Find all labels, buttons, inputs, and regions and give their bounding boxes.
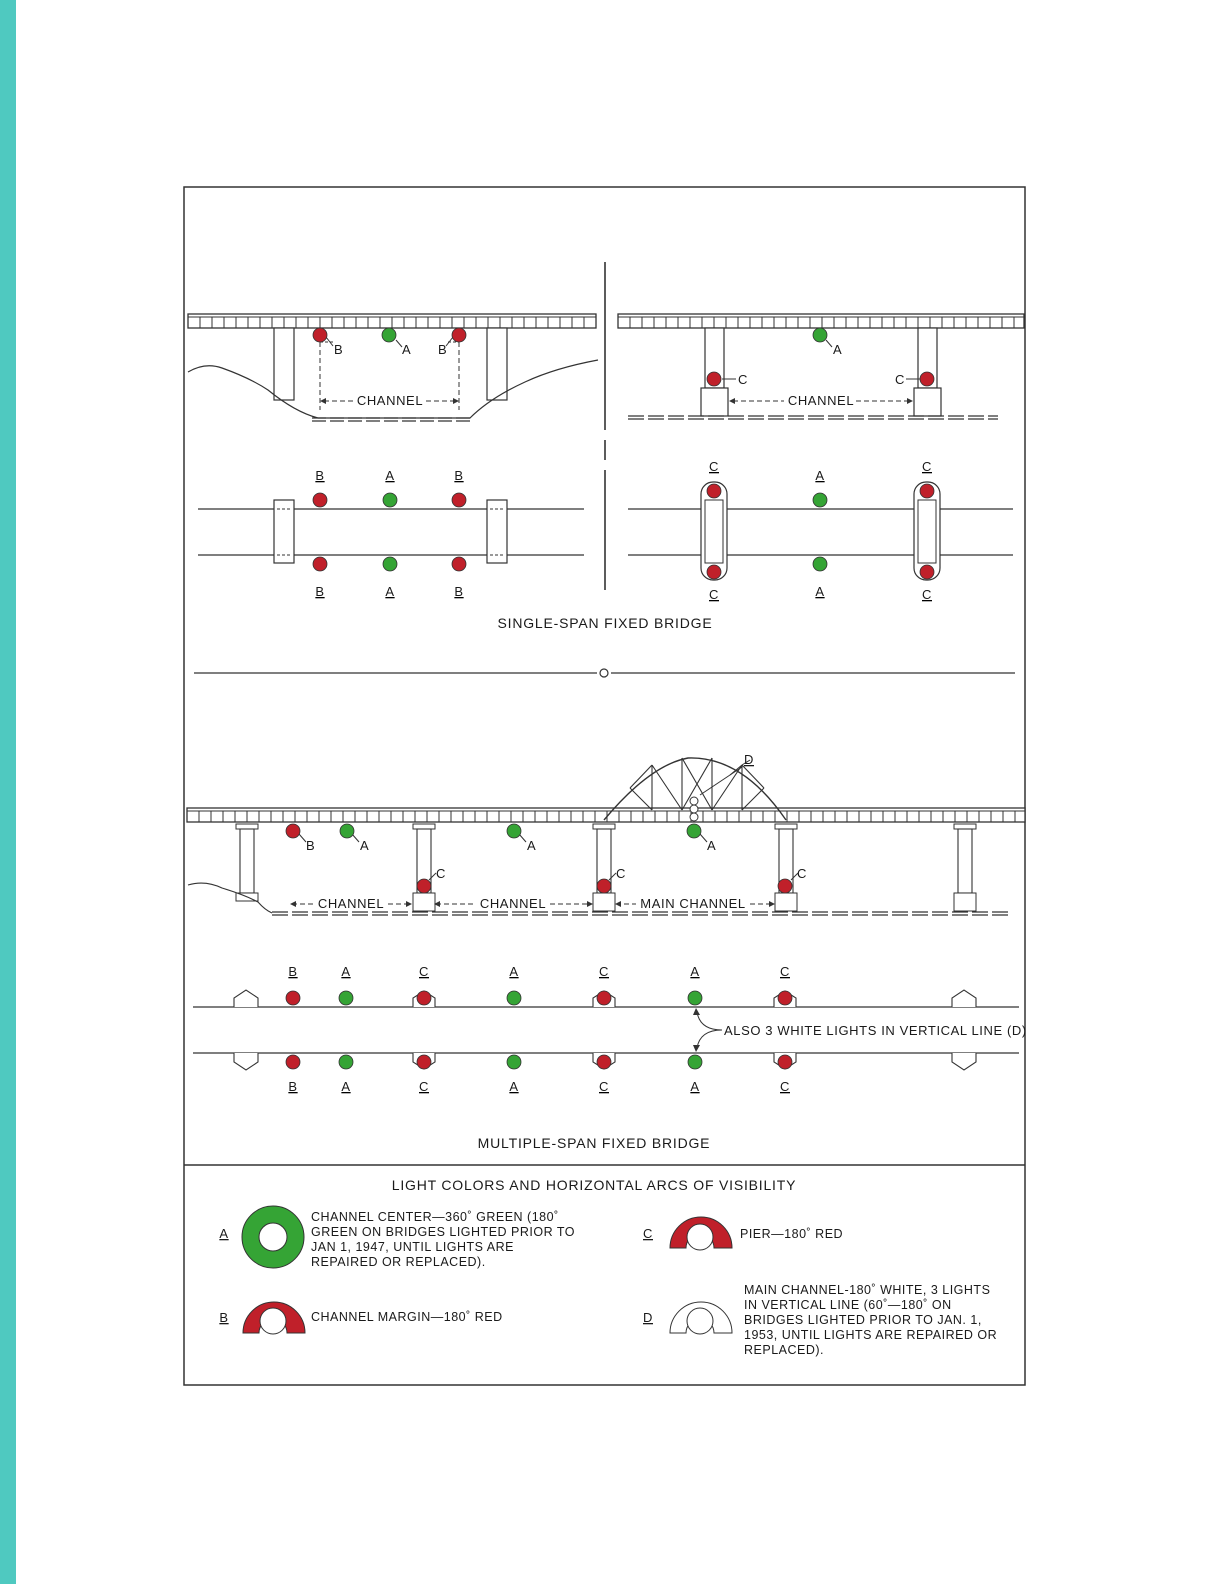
white-light [690, 813, 698, 821]
light-label-a: A [402, 342, 412, 357]
red-light [286, 1055, 300, 1069]
plan-label: A [341, 964, 351, 979]
single-span-left-elevation-lights [313, 328, 466, 342]
legend-desc-b: CHANNEL MARGIN—180˚ RED [311, 1310, 503, 1324]
green-light [813, 493, 827, 507]
green-light [507, 824, 521, 838]
light-label-a: A [707, 838, 717, 853]
green-light [339, 1055, 353, 1069]
channel-label: CHANNEL [787, 393, 855, 408]
light-label-b: B [334, 342, 344, 357]
plan-label: A [509, 1079, 519, 1094]
single-span-right-deck [618, 314, 1024, 328]
plan-label: C [780, 1079, 790, 1094]
single-span-caption: SINGLE-SPAN FIXED BRIDGE [497, 615, 713, 631]
red-light [920, 372, 934, 386]
red-180-light-icon [243, 1302, 305, 1334]
channel-label: CHANNEL [356, 393, 424, 408]
red-light [707, 484, 721, 498]
green-light [688, 1055, 702, 1069]
green-light [813, 328, 827, 342]
green-light [688, 991, 702, 1005]
light-label-a: A [360, 838, 370, 853]
plan-label: C [599, 964, 609, 979]
plan-label: B [288, 1079, 298, 1094]
light-label-c: C [738, 372, 748, 387]
light-label-a: A [527, 838, 537, 853]
legend-key: D [643, 1310, 653, 1325]
plan-label: C [419, 964, 429, 979]
single-span-right-plan [628, 482, 1013, 580]
plan-label: C [599, 1079, 609, 1094]
light-label-c: C [895, 372, 905, 387]
red-light [707, 565, 721, 579]
green-light [687, 824, 701, 838]
section-separator [194, 669, 1015, 677]
red-light [417, 991, 431, 1005]
red-light [313, 328, 327, 342]
plan-label: C [709, 587, 719, 602]
green-light [507, 991, 521, 1005]
red-light [286, 824, 300, 838]
green-light [383, 557, 397, 571]
main-channel-label: MAIN CHANNEL [640, 896, 746, 911]
multi-span-deck [187, 808, 1025, 822]
legend-desc-d: MAIN CHANNEL-180˚ WHITE, 3 LIGHTS IN VERTICAL LINE (60˚—180˚ ON BRIDGES LIGHTED PRIOR TO JAN. 1, 1953, UNTIL LIGHTS ARE REPAIRED OR REPLACED). [744, 1283, 998, 1357]
red-light [920, 484, 934, 498]
red-light [597, 991, 611, 1005]
white-light [690, 805, 698, 813]
white-180-light-icon [670, 1302, 732, 1334]
light-label-c: C [436, 866, 446, 881]
red-light [313, 557, 327, 571]
pier-red-light-icon [670, 1217, 732, 1250]
plan-label: A [815, 468, 825, 483]
plan-label: C [922, 459, 932, 474]
plan-label: A [690, 964, 700, 979]
red-light [778, 1055, 792, 1069]
green-light [507, 1055, 521, 1069]
channel-label: CHANNEL [479, 896, 547, 911]
plan-label: B [454, 584, 464, 599]
green-360-light-icon [242, 1206, 304, 1268]
plan-label: B [454, 468, 464, 483]
red-light [417, 879, 431, 893]
light-label-b: B [438, 342, 448, 357]
light-label-b: B [306, 838, 316, 853]
red-light [313, 493, 327, 507]
channel-label: CHANNEL [317, 896, 385, 911]
white-light [690, 797, 698, 805]
legend-key: A [219, 1226, 229, 1241]
red-light [452, 557, 466, 571]
plan-label: B [315, 468, 325, 483]
plan-label: C [709, 459, 719, 474]
red-light [778, 879, 792, 893]
plan-label: C [419, 1079, 429, 1094]
legend-key: C [643, 1226, 653, 1241]
plan-label: B [315, 584, 325, 599]
plan-label: A [690, 1079, 700, 1094]
plan-label: B [288, 964, 298, 979]
green-light [340, 824, 354, 838]
plan-label: A [385, 468, 395, 483]
red-light [417, 1055, 431, 1069]
red-light [452, 493, 466, 507]
legend-title: LIGHT COLORS AND HORIZONTAL ARCS OF VISIBILITY [391, 1177, 797, 1193]
light-label-c: C [616, 866, 626, 881]
legend-key: B [219, 1310, 229, 1325]
plan-label: A [341, 1079, 351, 1094]
plan-label: C [780, 964, 790, 979]
plan-label: A [509, 964, 519, 979]
plan-label: A [385, 584, 395, 599]
light-label-c: C [797, 866, 807, 881]
plan-label: C [922, 587, 932, 602]
plan-label: A [815, 584, 825, 599]
light-label-d: D [744, 752, 754, 767]
light-label-a: A [833, 342, 843, 357]
red-light [597, 1055, 611, 1069]
white-lights-note: ALSO 3 WHITE LIGHTS IN VERTICAL LINE (D) [724, 1023, 1027, 1038]
single-span-left-deck [188, 314, 596, 328]
red-light [286, 991, 300, 1005]
multi-span-caption: MULTIPLE-SPAN FIXED BRIDGE [477, 1135, 711, 1151]
single-span-left-plan [198, 493, 584, 571]
legend-desc-c: PIER—180˚ RED [740, 1227, 844, 1241]
red-light [920, 565, 934, 579]
red-light [778, 991, 792, 1005]
green-light [339, 991, 353, 1005]
green-light [383, 493, 397, 507]
legend-desc-a: CHANNEL CENTER—360˚ GREEN (180˚ GREEN ON BRIDGES LIGHTED PRIOR TO JAN 1, 1947, UNTIL LIGHTS ARE REPAIRED OR REPLACED). [311, 1210, 575, 1269]
red-light [707, 372, 721, 386]
red-light [452, 328, 466, 342]
green-light [382, 328, 396, 342]
red-light [597, 879, 611, 893]
green-light [813, 557, 827, 571]
